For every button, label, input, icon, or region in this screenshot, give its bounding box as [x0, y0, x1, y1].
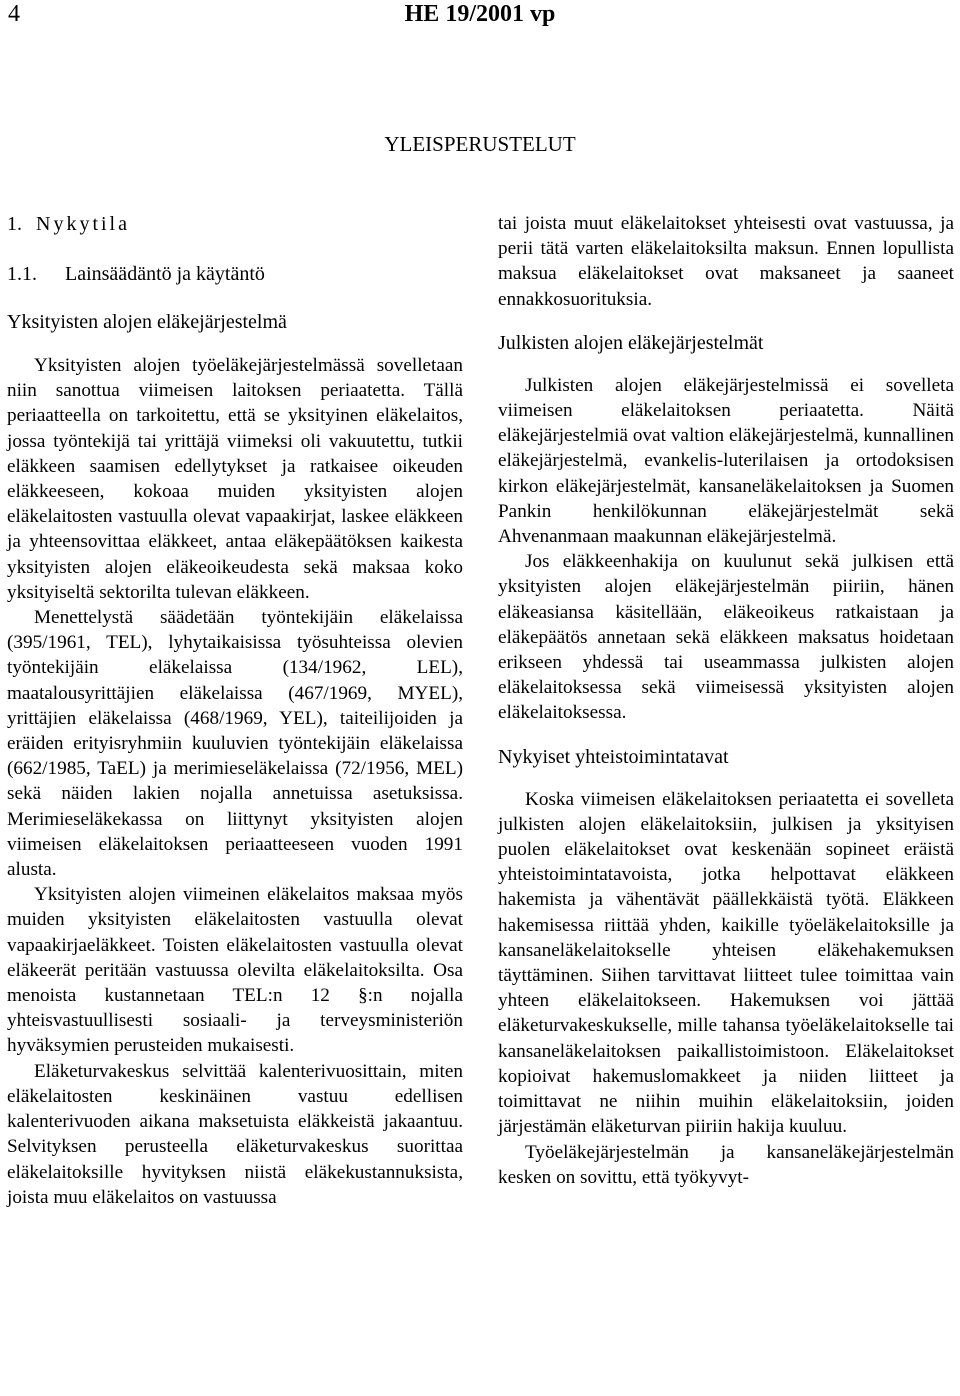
paragraph: Työeläkejärjestelmän ja kansaneläkejärjestelmän kesken on sovittu, että työkyvyt- — [498, 1141, 954, 1188]
heading-nykytila — [7, 211, 463, 237]
topic-private-sector: Yksityisten alojen eläkejärjestelmä — [7, 311, 287, 333]
paragraph: Yksityisten alojen viimeinen eläkelaitos maksaa myös muiden yksityisten eläkelaitosten vastuulla olevat vapaakirjaeläkkeet. Toisten eläkelaitosten vastuulla olevat eläkeerät peritään vastuussa olevilta eläkelaitoksilta. Osa menoista kustannetaan TEL:n 12 §:n nojalla yhteisvastuullisesti sosiaali- ja terveysministeriön hyväksymien perusteiden mukaisesti. — [7, 884, 463, 1057]
subheading-title: Lainsäädäntö ja käytäntö — [65, 263, 265, 285]
topic-cooperation: Nykyiset yhteistoimintatavat — [498, 745, 729, 768]
subheading-number: 1.1. — [7, 263, 37, 285]
heading-title: Nykytila — [36, 213, 130, 235]
paragraph: Yksityisten alojen työeläkejärjestelmässä sovelletaan niin sanottua viimeisen laitoksen periaatetta. Tällä periaatteella on tarkoitettu, että se yksityinen eläkelaitos, jossa työntekijä tai yrittäjä viimeksi oli vakuutettu, tutkii eläkkeen saamisen edellytykset ja ratkaisee oikeuden eläkkeeseen, kokoaa muiden yksityisten alojen eläkelaitosten vastuulla olevat vapaakirjat, laskee eläkkeen ja yhteensovittaa eläkkeet, antaa eläkepäätöksen kaikesta yksityisten alojen eläkeoikeudesta sekä maksaa koko yksityiseltä sektorilta tulevan eläkkeen. — [7, 355, 463, 603]
paragraph: Menettelystä säädetään työntekijäin eläkelaissa (395/1961, TEL), lyhytaikaisissa työsuhteissa olevien työntekijäin eläkelaissa (134/1962, LEL), maatalousyrittäjien eläkelaissa (467/1969, MYEL), yrittäjien eläkelaissa (468/1969, YEL), taiteilijoiden ja eräiden erityisryhmiin kuuluvien työntekijäin eläkelaissa (662/1985, TaEL) ja merimieseläkelaissa (72/1956, MEL) sekä näiden lakien nojalla annetuissa asetuksissa. Merimieseläkekassa on liittynyt yksityisten alojen viimeisen eläkelaitoksen periaatteeseen vuoden 1991 alusta. — [7, 607, 463, 881]
paragraph-continuation: tai joista muut eläkelaitokset yhteisesti ovat vastuussa, ja perii tätä varten eläkelaitoksilta maksun. Ennen lopullista maksua eläkelaitokset ovat maksaneet ja saaneet ennakkosuorituksia. — [498, 213, 954, 310]
page-number: 4 — [8, 1, 20, 27]
paragraph: Eläketurvakeskus selvittää kalenterivuosittain, miten eläkelaitosten keskinäinen vastuu edellisen kalenterivuoden aikana maksetuista eläkkeistä jakaantuu. Selvityksen perusteella eläketurvakeskus suorittaa eläkelaitoksille hyvityksen niistä eläkekustannuksista, joista muu eläkelaitos on vastuussa — [7, 1060, 463, 1208]
left-column — [7, 211, 463, 1210]
paragraph: Julkisten alojen eläkejärjestelmissä ei sovelleta viimeisen eläkelaitoksen periaatetta. Näitä eläkejärjestelmiä ovat valtion eläkejärjestelmä, kunnallinen eläkejärjestelmä, evankelis-luterilaisen ja ortodoksisen kirkon eläkejärjestelmät, kansaneläkelaitoksen ja Suomen Pankin henkilökunnan eläkejärjestelmät sekä Ahvenanmaan maakunnan eläkejärjestelmä. — [498, 374, 954, 548]
topic-public-sector: Julkisten alojen eläkejärjestelmät — [498, 331, 764, 354]
document-id: HE 19/2001 vp — [404, 1, 556, 27]
right-column — [498, 211, 954, 1190]
subheading — [7, 261, 463, 287]
paragraph: Koska viimeisen eläkelaitoksen periaatetta ei sovelleta julkisten alojen eläkelaitoksiin, julkisen ja yksityisen puolen eläkelaitokset ovat keskenään sopineet eräistä yhteistoimintatavoista, jotka helpottavat eläkkeen hakemista ja vähentävät päällekkäistä työtä. Eläkkeen hakemisessa riittää yhden, kaikille työeläkelaitoksille ja kansaneläkelaitokselle yhteisen eläkehakemuksen täyttäminen. Siihen tarvittavat liitteet tulee toimittaa vain yhteen eläkelaitokseen. Hakemuksen voi jättää eläketurvakeskukselle, mille tahansa työeläkelaitokselle tai kansaneläkelaitoksen paikallistoimistoon. Eläkelaitokset kopioivat hakemuslomakkeet ja niiden liitteet ja toimittavat ne niihin muihin eläkelaitoksiin, joiden järjestämän eläketurvan piiriin hakija kuuluu. — [498, 788, 954, 1138]
section-title: YLEISPERUSTELUT — [384, 132, 576, 156]
heading-number: 1. — [7, 213, 22, 235]
paragraph: Jos eläkkeenhakija on kuulunut sekä julkisen että yksityisten alojen eläkejärjestelmän piiriin, hänen eläkeasiansa käsitellään, eläkeoikeus ratkaistaan ja eläkepäätös annetaan sekä eläkkeen maksatus hoidetaan erikseen yhdessä tai useammassa julkisten alojen eläkelaitoksessa sekä viimeisessä yksityisten alojen eläkelaitoksessa. — [498, 551, 954, 724]
